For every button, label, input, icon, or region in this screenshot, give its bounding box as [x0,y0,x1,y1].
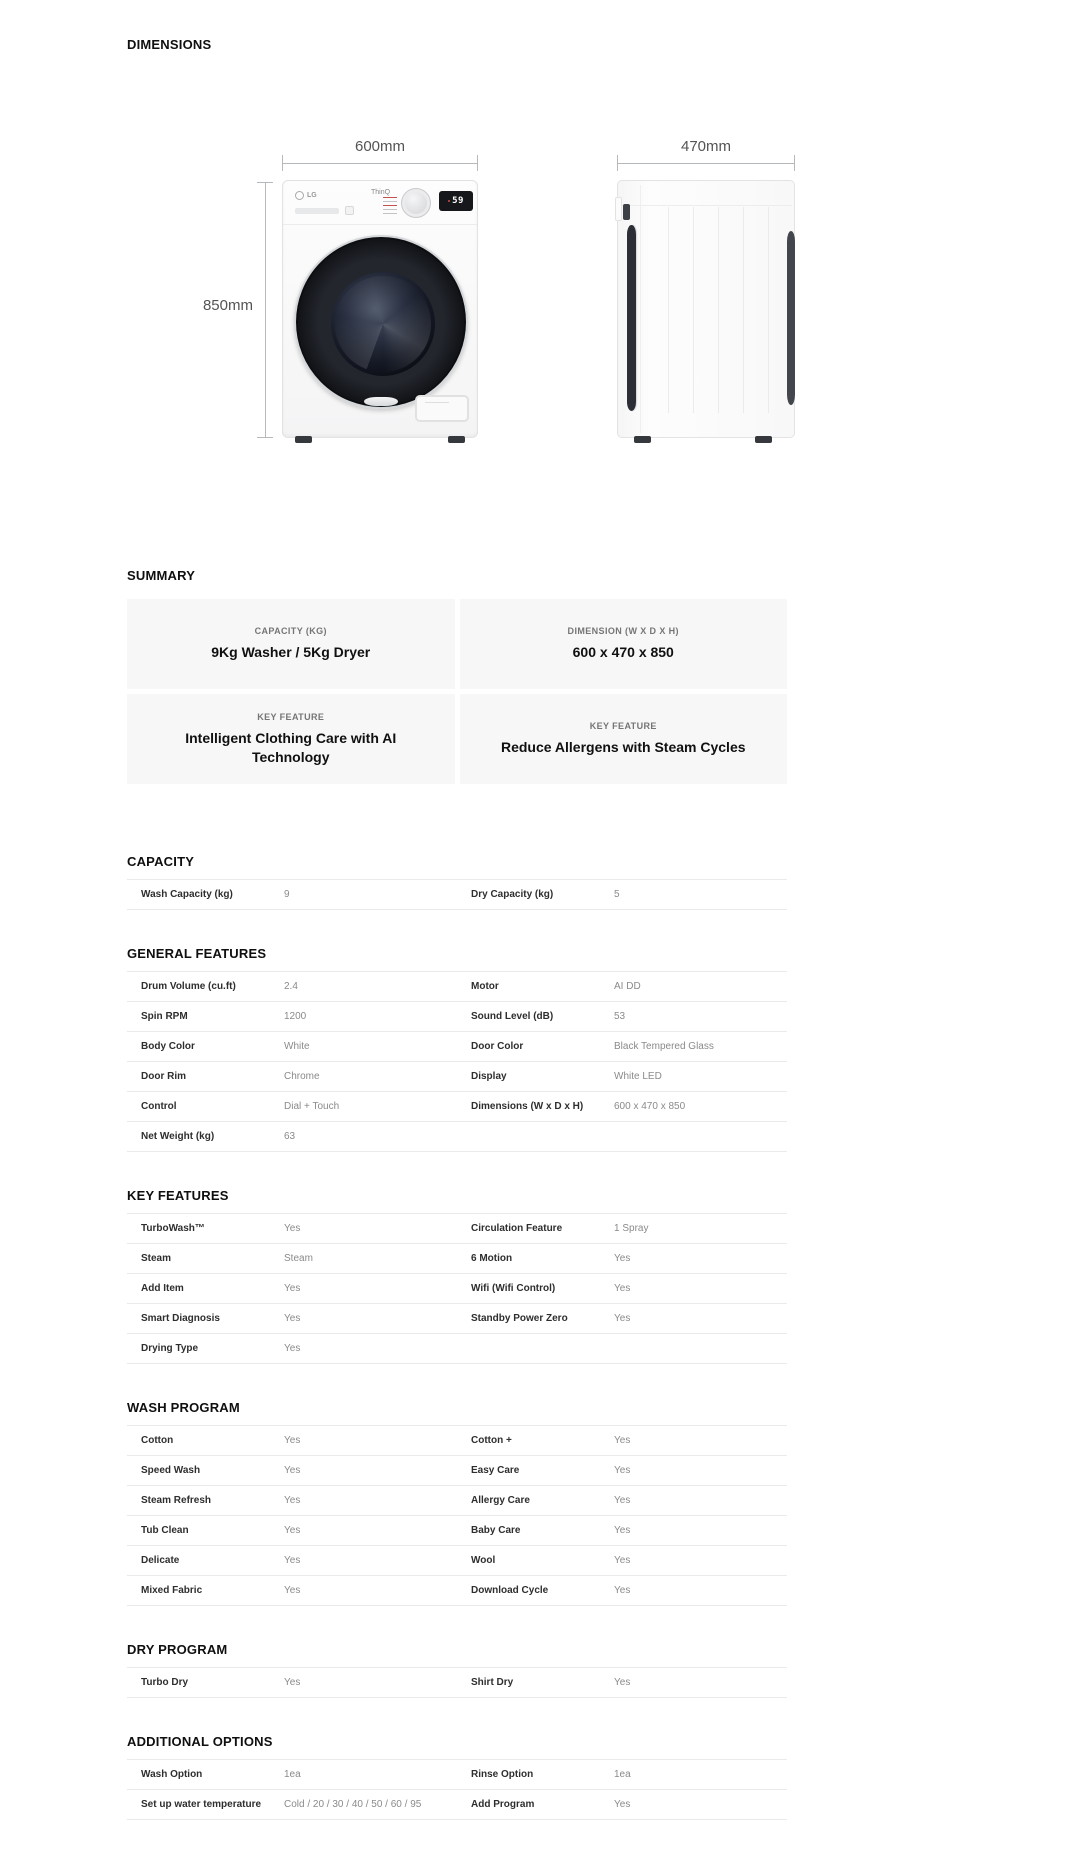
spec-label: Dimensions (W x D x H) [471,1101,584,1112]
spec-cell [457,1032,787,1061]
spec-label: Door Rim [141,1071,186,1082]
washer-control-panel [283,181,477,225]
spec-sections [127,854,787,1820]
spec-label: Add Program [471,1799,535,1810]
spec-cell [127,1334,457,1363]
front-height-label: 850mm [202,297,253,314]
summary-card-label: KEY FEATURE [589,721,657,732]
spec-cell [127,1214,457,1243]
spec-label: Shirt Dry [471,1677,514,1688]
spec-value: 1ea [284,1769,301,1780]
spec-row [127,972,787,1002]
summary-card-value: Intelligent Clothing Care with AI Technology [185,729,397,765]
spec-cell [457,972,787,1001]
side-width-tick-left [617,155,618,171]
energy-label-chip [345,206,354,215]
spec-label: Drum Volume (cu.ft) [141,981,236,992]
spec-cell [457,1516,787,1545]
washer-foot [755,436,772,443]
washer-foot [448,436,465,443]
display-time: 59 [452,196,464,206]
spec-row [127,1304,787,1334]
door-glass-shine [335,276,431,372]
front-height-line [265,182,266,438]
spec-section [127,1734,787,1820]
display-indicator-dot [448,200,450,202]
washer-door [294,235,468,409]
spec-cell [127,1456,457,1485]
spec-value: Yes [284,1585,301,1596]
side-door-glass-profile [627,225,636,411]
spec-value: 53 [614,1011,626,1022]
spec-value: Yes [284,1435,301,1446]
side-front-seam [640,185,641,433]
spec-label: Easy Care [471,1465,520,1476]
spec-value: 9 [284,889,290,900]
door-handle-lip [364,397,398,406]
spec-label: Body Color [141,1041,195,1052]
spec-label: Speed Wash [141,1465,201,1476]
spec-cell [127,1122,457,1151]
thinq-logo: ThinQ [371,189,391,196]
spec-value: 2.4 [284,981,298,992]
side-panel-grooves [644,207,785,413]
spec-value: 63 [284,1131,296,1142]
front-height-tick-bottom [257,437,273,438]
spec-value: Yes [614,1253,631,1264]
summary-card-label: DIMENSION (W X D X H) [567,626,679,637]
spec-value: Yes [614,1555,631,1566]
spec-cell [127,880,457,909]
washer-front-image [282,180,478,438]
spec-cell [457,1274,787,1303]
spec-value: Yes [614,1495,631,1506]
spec-row [127,1790,787,1820]
spec-cell [127,1546,457,1575]
spec-label: Control [141,1101,177,1112]
spec-label: Smart Diagnosis [141,1313,220,1324]
spec-cell [457,1304,787,1333]
spec-cell [127,1304,457,1333]
spec-row [127,1516,787,1546]
spec-cell [457,1668,787,1697]
spec-value: Yes [614,1465,631,1476]
summary-card-value: Reduce Allergens with Steam Cycles [500,739,746,756]
spec-cell [457,1760,787,1789]
spec-value: Yes [284,1343,301,1354]
spec-row [127,1576,787,1606]
spec-cell [457,880,787,909]
spec-section [127,854,787,910]
spec-value: Yes [284,1525,301,1536]
spec-label: Wifi (Wifi Control) [471,1283,556,1294]
spec-label: Door Color [471,1041,524,1052]
side-rear-panel [787,231,795,405]
spec-cell [127,1516,457,1545]
spec-label: Net Weight (kg) [141,1131,215,1142]
spec-cell [127,972,457,1001]
door-glass [331,272,435,376]
spec-value: Dial + Touch [284,1101,340,1112]
spec-value: Yes [284,1555,301,1566]
spec-value: Yes [614,1313,631,1324]
program-dial [401,188,431,218]
detergent-drawer [415,395,469,422]
spec-label: Add Item [141,1283,184,1294]
spec-cell [457,1576,787,1605]
side-width-tick-right [794,155,795,171]
spec-value: 600 x 470 x 850 [614,1101,686,1112]
spec-label: Tub Clean [141,1525,189,1536]
spec-row [127,1092,787,1122]
spec-label: Wool [471,1555,496,1566]
lg-logo-text: LG [307,192,317,199]
spec-cell [457,1122,787,1151]
spec-row [127,1334,787,1364]
spec-label: Rinse Option [471,1769,534,1780]
spec-cell [127,1244,457,1273]
spec-label: Mixed Fabric [141,1585,203,1596]
spec-section [127,1400,787,1606]
spec-row [127,1426,787,1456]
spec-row [127,1546,787,1576]
spec-cell [457,1790,787,1819]
spec-cell [457,1002,787,1031]
summary-card-capacity [127,599,455,689]
spec-value: AI DD [614,981,641,992]
spec-cell [457,1456,787,1485]
spec-label: Display [471,1071,507,1082]
spec-value: Yes [284,1313,301,1324]
spec-cell [457,1062,787,1091]
spec-cell [127,1790,457,1819]
summary-card-dimension [460,599,788,689]
spec-value: Yes [614,1435,631,1446]
spec-label: Allergy Care [471,1495,530,1506]
spec-label: Motor [471,981,499,992]
spec-table [127,1425,787,1606]
spec-row [127,1214,787,1244]
model-label-bar [295,208,339,214]
spec-label: 6 Motion [471,1253,513,1264]
spec-cell [127,1668,457,1697]
spec-value: Yes [284,1495,301,1506]
spec-label: Steam [141,1253,172,1264]
side-control-panel-edge [615,197,622,221]
spec-label: Cotton + [471,1435,512,1446]
spec-row [127,1122,787,1152]
side-width-label: 470mm [680,138,732,155]
front-width-line [282,163,478,164]
spec-row [127,1274,787,1304]
spec-value: 1 Spray [614,1223,649,1234]
spec-cell [127,1002,457,1031]
spec-label: Steam Refresh [141,1495,212,1506]
spec-value: Yes [284,1677,301,1688]
spec-value: White [284,1041,310,1052]
spec-cell [457,1334,787,1363]
spec-value: 1ea [614,1769,631,1780]
spec-label: TurboWash™ [141,1223,205,1234]
summary-title: SUMMARY [127,568,196,583]
spec-label: Dry Capacity (kg) [471,889,554,900]
summary-card-label: CAPACITY (KG) [254,626,327,637]
spec-section [127,1642,787,1698]
spec-table [127,1759,787,1820]
spec-cell [127,1062,457,1091]
spec-row [127,1668,787,1698]
spec-table [127,879,787,910]
dimensions-title: DIMENSIONS [127,37,212,52]
spec-cell [457,1426,787,1455]
spec-cell [457,1092,787,1121]
spec-value: Yes [614,1799,631,1810]
spec-cell [127,1760,457,1789]
section-title: CAPACITY [127,854,195,869]
spec-label: Delicate [141,1555,180,1566]
spec-label: Set up water temperature [141,1799,262,1810]
spec-table [127,1213,787,1364]
side-width-line [617,163,795,164]
spec-value: Yes [614,1525,631,1536]
spec-label: Spin RPM [141,1011,188,1022]
lg-logo-icon [295,191,304,200]
spec-row [127,1062,787,1092]
front-width-label: 600mm [354,138,406,155]
front-width-tick-left [282,155,283,171]
front-height-tick-top [257,182,273,183]
spec-row [127,1032,787,1062]
spec-value: Chrome [284,1071,320,1082]
washer-side-image [617,180,795,438]
summary-grid [127,599,787,784]
spec-label: Turbo Dry [141,1677,189,1688]
spec-value: Yes [284,1465,301,1476]
section-title: WASH PROGRAM [127,1400,240,1415]
summary-card-key-feature-1 [127,694,455,784]
spec-value: Cold / 20 / 30 / 40 / 50 / 60 / 95 [284,1799,422,1810]
spec-value: Yes [614,1677,631,1688]
spec-label: Standby Power Zero [471,1313,568,1324]
spec-row [127,1244,787,1274]
spec-row [127,1760,787,1790]
section-title: ADDITIONAL OPTIONS [127,1734,273,1749]
spec-row [127,1002,787,1032]
spec-cell [127,1426,457,1455]
spec-value: Steam [284,1253,313,1264]
spec-row [127,880,787,910]
spec-value: Yes [284,1223,301,1234]
side-door-handle [623,204,630,220]
program-label-marks [383,197,397,217]
summary-card-value: 600 x 470 x 850 [572,644,674,661]
spec-section [127,1188,787,1364]
spec-table [127,971,787,1152]
spec-cell [457,1486,787,1515]
washer-foot [634,436,651,443]
section-title: DRY PROGRAM [127,1642,228,1657]
spec-label: Sound Level (dB) [471,1011,554,1022]
spec-cell [127,1274,457,1303]
spec-label: Wash Option [141,1769,203,1780]
summary-card-value: 9Kg Washer / 5Kg Dryer [211,644,371,661]
spec-cell [127,1576,457,1605]
spec-label: Download Cycle [471,1585,549,1596]
summary-card-label: KEY FEATURE [257,711,325,722]
side-top-seam [620,205,792,206]
spec-value: White LED [614,1071,662,1082]
content-column [127,38,787,1820]
spec-value: Black Tempered Glass [614,1041,714,1052]
spec-value: Yes [614,1585,631,1596]
spec-table [127,1667,787,1698]
spec-label: Wash Capacity (kg) [141,889,233,900]
spec-cell [457,1546,787,1575]
spec-cell [127,1032,457,1061]
spec-label: Circulation Feature [471,1223,563,1234]
section-title: KEY FEATURES [127,1188,229,1203]
spec-cell [127,1092,457,1121]
spec-row [127,1486,787,1516]
spec-value: Yes [614,1283,631,1294]
dimensions-figure [127,52,787,452]
summary-card-key-feature-2 [460,694,788,784]
spec-section [127,946,787,1152]
spec-label: Cotton [141,1435,174,1446]
washer-foot [295,436,312,443]
spec-cell [457,1244,787,1273]
spec-label: Baby Care [471,1525,521,1536]
spec-cell [457,1214,787,1243]
spec-value: Yes [284,1283,301,1294]
led-display [439,191,473,211]
spec-cell [127,1486,457,1515]
front-width-tick-right [477,155,478,171]
spec-label: Drying Type [141,1343,199,1354]
spec-value: 1200 [284,1011,307,1022]
section-title: GENERAL FEATURES [127,946,267,961]
lg-logo [295,191,317,200]
spec-row [127,1456,787,1486]
spec-value: 5 [614,889,620,900]
